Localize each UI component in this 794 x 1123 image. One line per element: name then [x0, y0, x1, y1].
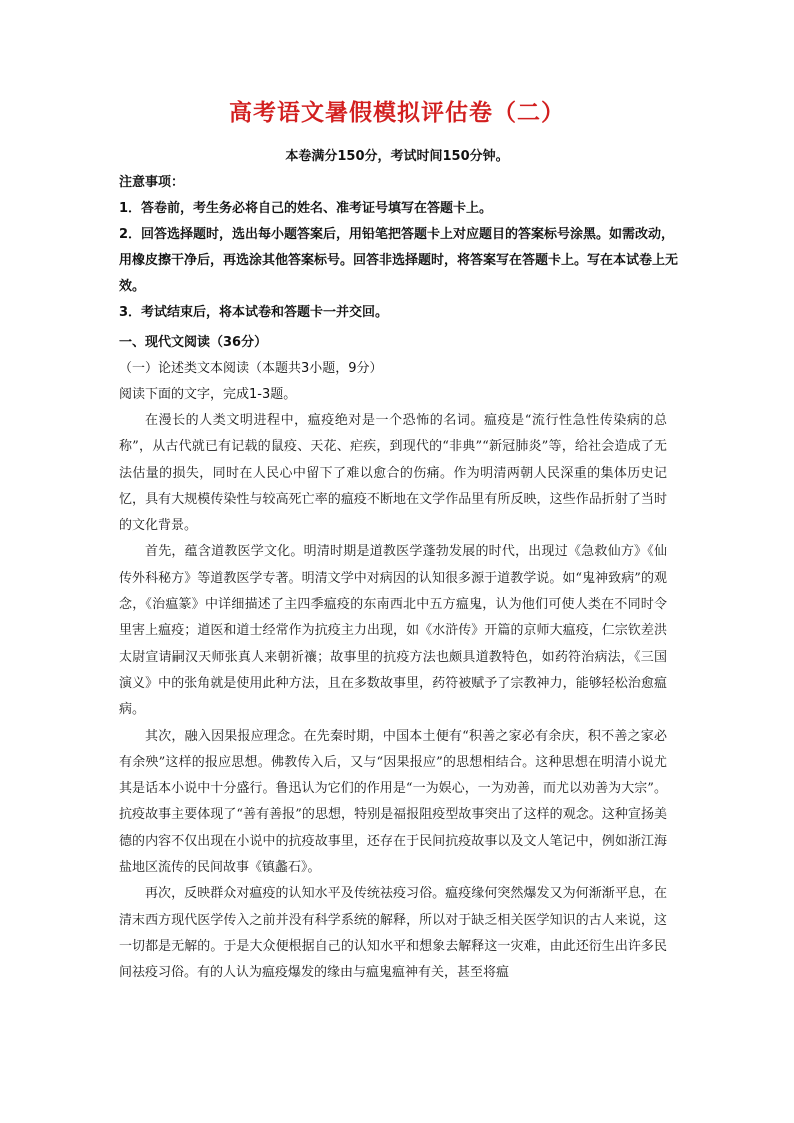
notes-heading: 注意事项：	[119, 175, 185, 190]
reading-instruction: 阅读下面的文字，完成1-3题。	[119, 387, 297, 402]
notes-item: 2．回答选择题时，选出每小题答案后，用铅笔把答题卡上对应题目的答案标号涂黑。如需改动，用橡皮擦干净后，再选涂其他答案标号。回答非选择题时，将答案写在答题卡上。写在本试卷上无效。	[119, 227, 679, 294]
page-title: 高考语文暑假模拟评估卷（二）	[229, 100, 565, 126]
passage-paragraph: 首先，蕴含道教医学文化。明清时期是道教医学蓬勃发展的时代，出现过《急救仙方》《仙传外科秘方》等道教医学专著。明清文学中对病因的认知很多源于道教学说。如“鬼神致病”的观念，《治瘟篆》中详细描述了主四季瘟疫的东南西北中五方瘟鬼，认为他们可使人类在不同时令里害上瘟疫；道医和道士经常作为抗疫主力出现，如《水浒传》开篇的京师大瘟疫，仁宗钦差洪太尉宣请嗣汉天师张真人来朝祈禳；故事里的抗疫方法也颇具道教特色，如药符治病法，《三国演义》中的张角就是使用此种方法，且在多数故事里，药符被赋予了宗教神力，能够轻松治愈瘟病。	[119, 544, 667, 718]
exam-info: 本卷满分150分，考试时间150分钟。	[285, 149, 509, 164]
notes-item: 1．答卷前，考生务必将自己的姓名、准考证号填写在答题卡上。	[119, 201, 493, 216]
reading-passage	[119, 408, 667, 987]
section-heading: 一、现代文阅读（36分）	[119, 335, 268, 350]
notes-item: 3．考试结束后，将本试卷和答题卡一并交回。	[119, 305, 389, 320]
passage-paragraph: 其次，融入因果报应理念。在先秦时期，中国本土便有“积善之家必有余庆，积不善之家必有余殃”这样的报应思想。佛教传入后，又与“因果报应”的思想相结合。这种思想在明清小说尤其是话本小说中十分盛行。鲁迅认为它们的作用是“一为娱心，一为劝善，而尤以劝善为大宗”。抗疫故事主要体现了“善有善报”的思想，特别是福报阻疫型故事突出了这样的观念。这种宣扬美德的内容不仅出现在小说中的抗疫故事里，还存在于民间抗疫故事以及文人笔记中，例如浙江海盐地区流传的民间故事《镇蠡石》。	[119, 728, 667, 876]
subsection-heading: （一）论述类文本阅读（本题共3小题，9分）	[119, 361, 383, 376]
notes-block	[119, 170, 679, 326]
passage-paragraph: 再次，反映群众对瘟疫的认知水平及传统祛疫习俗。瘟疫缘何突然爆发又为何渐渐平息，在清末西方现代医学传入之前并没有科学系统的解释，所以对于缺乏相关医学知识的古人来说，这一切都是无解的。于是大众便根据自己的认知水平和想象去解释这一灾难，由此还衍生出许多民间祛疫习俗。有的人认为瘟疫爆发的缘由与瘟鬼瘟神有关，甚至将瘟	[119, 886, 667, 981]
passage-paragraph: 在漫长的人类文明进程中，瘟疫绝对是一个恐怖的名词。瘟疫是“流行性急性传染病的总称”，从古代就已有记载的鼠疫、天花、疟疾，到现代的“非典”“新冠肺炎”等，给社会造成了无法估量的损失，同时在人民心中留下了难以愈合的伤痛。作为明清两朝人民深重的集体历史记忆，具有大规模传染性与较高死亡率的瘟疫不断地在文学作品里有所反映，这些作品折射了当时的文化背景。	[119, 413, 667, 534]
section-header	[119, 330, 679, 408]
